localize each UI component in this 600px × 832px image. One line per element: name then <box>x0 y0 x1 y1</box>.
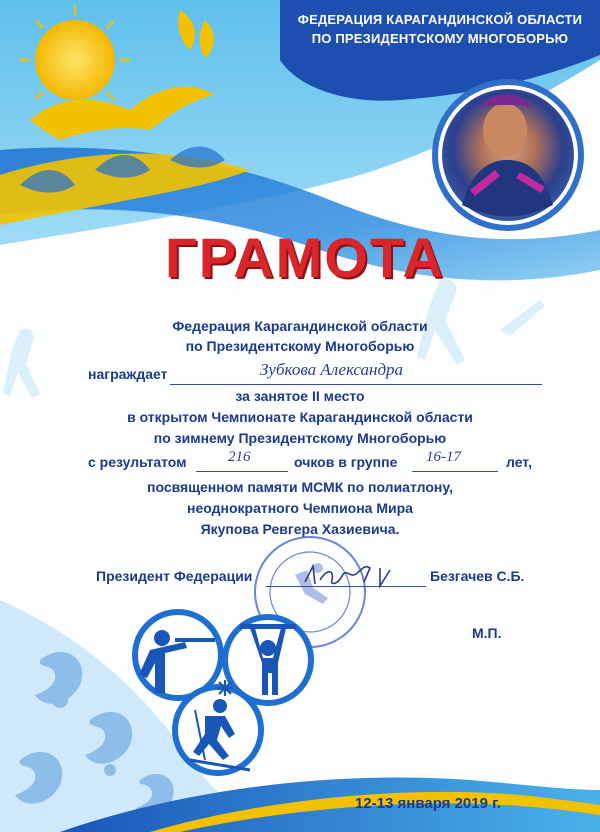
group-underline <box>412 471 498 472</box>
place-line: за занятое II место <box>235 388 365 404</box>
body-line-6: по зимнему Президентскому Многоборью <box>153 430 447 446</box>
certificate-title: ГРАМОТА <box>165 226 445 289</box>
group-value: 16-17 <box>426 449 461 465</box>
body-line-5: в открытом Чемпионате Карагандинской области <box>127 409 473 425</box>
skiing-icon <box>172 684 264 776</box>
snowflake-icon <box>217 680 233 696</box>
recipient-underline <box>170 384 542 385</box>
org-header-line1: ФЕДЕРАЦИЯ КАРАГАНДИНСКОЙ ОБЛАСТИ <box>297 12 583 27</box>
recipient-name: Зубкова Александра <box>260 360 404 379</box>
event-date: 12-13 января 2019 г. <box>355 795 502 812</box>
awards-label: награждает <box>88 366 168 382</box>
org-header <box>290 10 590 48</box>
president-name: Безгачев С.Б. <box>430 568 525 584</box>
signature-label: Президент Федерации <box>96 568 253 584</box>
body-line-1: Федерация Карагандинской области <box>172 318 428 334</box>
score-underline <box>196 471 288 472</box>
handwritten-signature <box>300 560 410 592</box>
years-label: лет, <box>506 454 533 470</box>
body-line-2: по Президентскому Многоборью <box>185 338 415 354</box>
body-line-8: посвященном памяти МСМК по полиатлону, <box>147 479 453 495</box>
org-header-line2: ПО ПРЕЗИДЕНТСКОМУ МНОГОБОРЬЮ <box>311 31 569 46</box>
seal-placeholder: М.П. <box>472 625 502 641</box>
body-line-10: Якупова Ревгера Хазиевича. <box>200 521 400 537</box>
score-value: 216 <box>228 449 251 465</box>
signature-text: Безгачев <box>302 590 307 591</box>
body-line-9: неоднократного Чемпиона Мира <box>187 500 413 516</box>
points-label: очков в группе <box>294 454 398 470</box>
sun-icon <box>35 20 115 100</box>
result-label: с результатом <box>88 454 187 470</box>
